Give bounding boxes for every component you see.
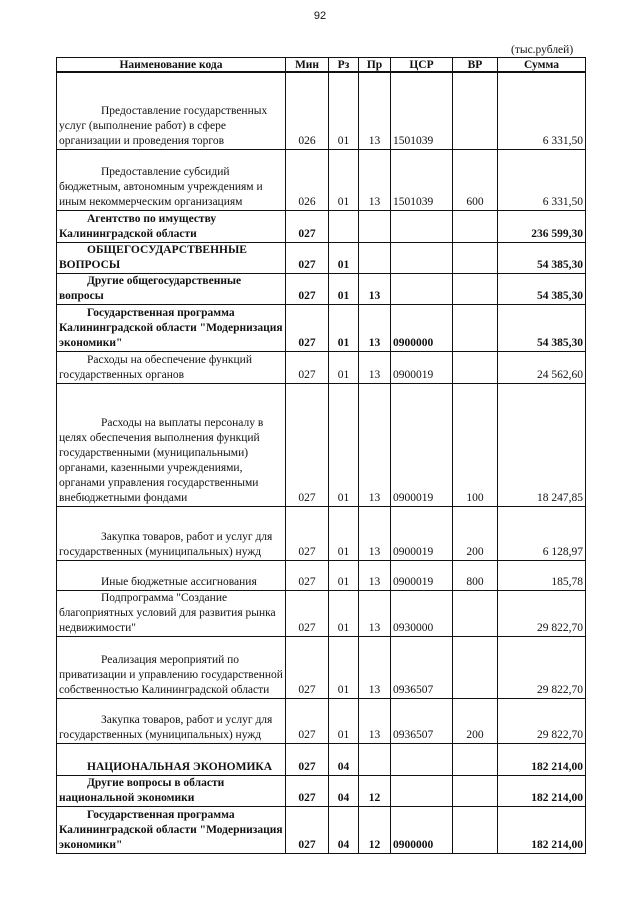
row-vr <box>453 273 498 304</box>
row-name: Закупка товаров, работ и услуг для государственных (муниципальных) нужд <box>57 698 286 743</box>
row-pr: 13 <box>359 304 391 351</box>
row-rz: 04 <box>329 775 359 806</box>
row-sum: 29 822,70 <box>498 636 586 698</box>
row-pr: 12 <box>359 775 391 806</box>
row-csr: 0936507 <box>391 636 453 698</box>
row-rz: 01 <box>329 273 359 304</box>
row-csr: 0900019 <box>391 506 453 560</box>
row-sum: 54 385,30 <box>498 273 586 304</box>
row-csr: 0900019 <box>391 351 453 383</box>
row-name: Расходы на обеспечение функций государственных органов <box>57 351 286 383</box>
row-vr <box>453 351 498 383</box>
row-sum: 18 247,85 <box>498 383 586 506</box>
row-min: 027 <box>286 590 329 636</box>
row-csr: 0930000 <box>391 590 453 636</box>
row-min: 027 <box>286 273 329 304</box>
row-pr: 13 <box>359 698 391 743</box>
row-rz <box>329 210 359 242</box>
row-min: 027 <box>286 743 329 775</box>
row-name: ОБЩЕГОСУДАРСТВЕННЫЕ ВОПРОСЫ <box>57 242 286 273</box>
row-rz: 01 <box>329 698 359 743</box>
row-name: Расходы на выплаты персоналу в целях обеспечения выполнения функций государственными (муниципальными) органами, казенными учреждениями, органами управления государственными внебюджетными фондами <box>57 383 286 506</box>
row-min: 027 <box>286 351 329 383</box>
row-vr: 200 <box>453 698 498 743</box>
table-row <box>57 210 586 242</box>
row-sum: 182 214,00 <box>498 806 586 853</box>
table-row <box>57 775 586 806</box>
row-sum: 54 385,30 <box>498 304 586 351</box>
col-header-min: Мин <box>286 58 329 73</box>
table-row <box>57 806 586 853</box>
table-row <box>57 304 586 351</box>
row-vr <box>453 775 498 806</box>
row-rz: 04 <box>329 806 359 853</box>
row-pr <box>359 210 391 242</box>
row-vr <box>453 304 498 351</box>
row-pr <box>359 242 391 273</box>
row-csr: 1501039 <box>391 72 453 149</box>
row-vr <box>453 590 498 636</box>
row-rz: 01 <box>329 149 359 210</box>
row-name: Предоставление государственных услуг (выполнение работ) в сфере организации и проведения торгов <box>57 72 286 149</box>
table-row <box>57 149 586 210</box>
row-min: 027 <box>286 560 329 590</box>
table-row <box>57 590 586 636</box>
row-name: Другие общегосударственные вопросы <box>57 273 286 304</box>
row-pr: 13 <box>359 383 391 506</box>
row-name: Государственная программа Калининградской области "Модернизация экономики" <box>57 304 286 351</box>
table-row <box>57 506 586 560</box>
row-name: Реализация мероприятий по приватизации и управлению государственной собственностью Калининградской области <box>57 636 286 698</box>
table-row <box>57 698 586 743</box>
row-pr <box>359 743 391 775</box>
row-name: Иные бюджетные ассигнования <box>57 560 286 590</box>
table-row <box>57 636 586 698</box>
row-csr <box>391 242 453 273</box>
row-vr <box>453 806 498 853</box>
row-rz: 04 <box>329 743 359 775</box>
row-min: 027 <box>286 383 329 506</box>
row-csr: 0900000 <box>391 806 453 853</box>
row-rz: 01 <box>329 72 359 149</box>
row-csr: 0900019 <box>391 560 453 590</box>
row-sum: 6 331,50 <box>498 72 586 149</box>
row-min: 027 <box>286 806 329 853</box>
row-name: Агентство по имуществу Калининградской области <box>57 210 286 242</box>
row-pr: 13 <box>359 560 391 590</box>
row-sum: 185,78 <box>498 560 586 590</box>
row-sum: 24 562,60 <box>498 351 586 383</box>
row-name: Другие вопросы в области национальной экономики <box>57 775 286 806</box>
row-vr: 600 <box>453 149 498 210</box>
row-name: Предоставление субсидий бюджетным, автономным учреждениям и иным некоммерческим организациям <box>57 149 286 210</box>
units-label: (тыс.рублей) <box>511 44 574 56</box>
row-csr: 0900000 <box>391 304 453 351</box>
row-pr: 13 <box>359 590 391 636</box>
row-pr: 13 <box>359 351 391 383</box>
row-pr: 13 <box>359 273 391 304</box>
row-sum: 6 128,97 <box>498 506 586 560</box>
row-pr: 12 <box>359 806 391 853</box>
row-vr: 100 <box>453 383 498 506</box>
row-pr: 13 <box>359 72 391 149</box>
row-pr: 13 <box>359 149 391 210</box>
row-csr <box>391 210 453 242</box>
row-csr <box>391 775 453 806</box>
col-header-sum: Сумма <box>498 58 586 73</box>
page-number: 92 <box>313 10 327 22</box>
row-min: 027 <box>286 242 329 273</box>
row-vr: 800 <box>453 560 498 590</box>
row-rz: 01 <box>329 560 359 590</box>
row-sum: 29 822,70 <box>498 698 586 743</box>
row-csr <box>391 273 453 304</box>
col-header-name: Наименование кода <box>57 58 286 73</box>
table-row <box>57 351 586 383</box>
row-min: 027 <box>286 506 329 560</box>
row-vr <box>453 636 498 698</box>
row-vr <box>453 210 498 242</box>
table-row <box>57 273 586 304</box>
row-min: 027 <box>286 304 329 351</box>
table-header-row <box>57 58 586 73</box>
budget-table <box>56 57 586 854</box>
row-min: 026 <box>286 149 329 210</box>
row-rz: 01 <box>329 383 359 506</box>
row-min: 027 <box>286 775 329 806</box>
table-row <box>57 560 586 590</box>
row-vr <box>453 72 498 149</box>
table-row <box>57 743 586 775</box>
row-csr: 1501039 <box>391 149 453 210</box>
row-min: 026 <box>286 72 329 149</box>
row-min: 027 <box>286 210 329 242</box>
row-sum: 29 822,70 <box>498 590 586 636</box>
row-sum: 182 214,00 <box>498 775 586 806</box>
row-name: Государственная программа Калининградской области "Модернизация экономики" <box>57 806 286 853</box>
row-vr <box>453 743 498 775</box>
table-row <box>57 242 586 273</box>
row-sum: 6 331,50 <box>498 149 586 210</box>
row-name: Подпрограмма "Создание благоприятных условий для развития рынка недвижимости" <box>57 590 286 636</box>
row-sum: 236 599,30 <box>498 210 586 242</box>
row-rz: 01 <box>329 351 359 383</box>
row-rz: 01 <box>329 242 359 273</box>
col-header-rz: Рз <box>329 58 359 73</box>
row-rz: 01 <box>329 636 359 698</box>
col-header-pr: Пр <box>359 58 391 73</box>
row-name: Закупка товаров, работ и услуг для государственных (муниципальных) нужд <box>57 506 286 560</box>
row-sum: 182 214,00 <box>498 743 586 775</box>
row-pr: 13 <box>359 636 391 698</box>
row-rz: 01 <box>329 304 359 351</box>
row-csr: 0936507 <box>391 698 453 743</box>
table-row <box>57 72 586 149</box>
col-header-vr: ВР <box>453 58 498 73</box>
row-csr: 0900019 <box>391 383 453 506</box>
row-sum: 54 385,30 <box>498 242 586 273</box>
row-rz: 01 <box>329 506 359 560</box>
row-csr <box>391 743 453 775</box>
row-name: НАЦИОНАЛЬНАЯ ЭКОНОМИКА <box>57 743 286 775</box>
row-vr: 200 <box>453 506 498 560</box>
col-header-csr: ЦСР <box>391 58 453 73</box>
row-min: 027 <box>286 698 329 743</box>
row-min: 027 <box>286 636 329 698</box>
row-vr <box>453 242 498 273</box>
table-row <box>57 383 586 506</box>
row-pr: 13 <box>359 506 391 560</box>
row-rz: 01 <box>329 590 359 636</box>
